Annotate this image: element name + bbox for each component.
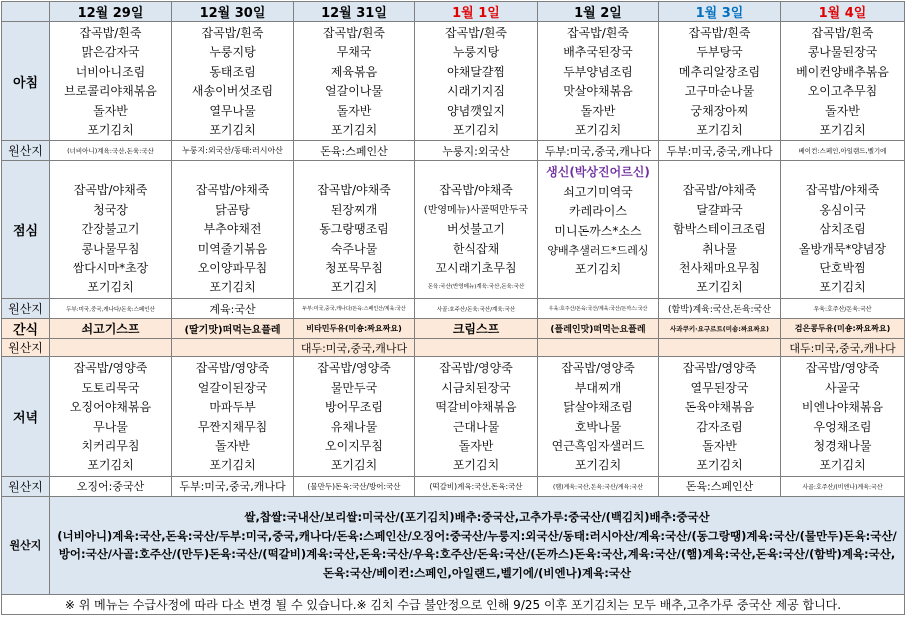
origin-summary-cell — [50, 496, 905, 594]
dinner-label: 저녁 — [2, 357, 50, 476]
menu-item: 우엉채조림 — [813, 419, 872, 434]
menu-item: 포기김치 — [574, 122, 622, 137]
snack-cell: 비타민두유(미숑:짜요짜요) — [294, 319, 415, 339]
breakfast-cell — [415, 22, 538, 141]
menu-item: 포기김치 — [452, 122, 500, 137]
menu-item: 얼갈이된장국 — [197, 380, 268, 395]
origin-cell: 두부:미국,중국,캐나다 — [538, 141, 659, 161]
menu-item: 포기김치 — [330, 122, 378, 137]
menu-item: 오이양파무침 — [197, 260, 268, 275]
menu-item: 잡곡밥/영양죽 — [805, 361, 880, 376]
dinner-cell — [50, 357, 172, 476]
breakfast-cell — [172, 22, 294, 141]
menu-item: 달걀파국 — [696, 202, 743, 217]
breakfast-cell — [659, 22, 781, 141]
origin-cell: (함박)계육:국산,돈육:국산 — [659, 299, 781, 319]
day-header-sunday: 1월 4일 — [781, 2, 905, 22]
day-header: 1월 2일 — [538, 2, 659, 22]
lunch-cell — [294, 161, 415, 299]
menu-item: 무나물 — [93, 419, 128, 434]
menu-item: 포기김치 — [330, 458, 378, 473]
menu-item: 떡갈비야채볶음 — [435, 400, 517, 415]
day-header-holiday: 1월 1일 — [415, 2, 538, 22]
weekly-menu-table — [1, 1, 905, 615]
menu-item: 맑은감자국 — [81, 45, 140, 60]
origin-cell: 베이컨:스페인,아일랜드,벨기에 — [781, 141, 905, 161]
dinner-origin-row — [2, 476, 905, 496]
breakfast-origin-row — [2, 141, 905, 161]
menu-item: 카레라이스 — [569, 204, 627, 219]
origin-label: 원산지 — [2, 141, 50, 161]
menu-item: 잡곡밥/야채죽 — [439, 183, 513, 198]
snack-cell: 검은콩두유(미숑:짜요짜요) — [781, 319, 905, 339]
menu-item: 너비아니조림 — [75, 64, 146, 79]
menu-item: 오징어야채볶음 — [69, 400, 152, 415]
header-row — [2, 2, 905, 22]
lunch-origin-row — [2, 299, 905, 319]
menu-item: 감자조림 — [696, 419, 743, 434]
menu-item: 잡곡밥/영양죽 — [317, 361, 391, 376]
menu-item: 함박스테이크조림 — [673, 222, 766, 237]
day-header: 12월 29일 — [50, 2, 172, 22]
origin-cell — [659, 339, 781, 357]
menu-item: 포기김치 — [819, 122, 866, 137]
menu-item: 동그랑땡조림 — [319, 222, 389, 237]
menu-item: 포기김치 — [87, 122, 134, 137]
menu-item: 잡곡밥/영양죽 — [439, 361, 513, 376]
lunch-cell — [50, 161, 172, 299]
menu-item: 연근흑임자샐러드 — [551, 438, 645, 453]
breakfast-cell — [50, 22, 172, 141]
menu-item: 두부양념조림 — [563, 64, 633, 79]
note-row — [2, 594, 905, 614]
origin-cell: 돈육:스페인산 — [294, 141, 415, 161]
menu-item: 미니돈까스*소스 — [554, 223, 642, 238]
menu-item: 호박나물 — [574, 419, 622, 434]
menu-item: 단호박찜 — [819, 260, 866, 275]
origin-cell: 두부:미국,중국,캐나다 — [659, 141, 781, 161]
menu-item: 도토리묵국 — [81, 380, 140, 395]
menu-item: 두부탕국 — [696, 45, 743, 60]
origin-cell: 우육:호주산/돈육:국산 — [781, 299, 905, 319]
origin-cell: 대두:미국,중국,캐나다 — [781, 339, 905, 357]
menu-item: 양념깻잎지 — [447, 103, 505, 118]
origin-cell: 두부:미국,중국,캐나다/돈육:스페인산/계육:국산 — [294, 299, 415, 319]
menu-item: 포기김치 — [209, 458, 256, 473]
menu-item: 미역줄기볶음 — [197, 241, 268, 256]
origin-label: 원산지 — [2, 476, 50, 496]
menu-item: 돌자반 — [825, 103, 860, 118]
menu-item: 취나물 — [702, 241, 737, 256]
menu-item: 잡곡밥/야채죽 — [805, 183, 880, 198]
menu-item: 포기김치 — [696, 458, 743, 473]
breakfast-cell — [781, 22, 905, 141]
menu-item: 누룽지탕 — [452, 45, 500, 60]
snack-cell: 크림스프 — [415, 319, 538, 339]
menu-item: 포기김치 — [574, 262, 622, 277]
menu-item: 청경채나물 — [813, 438, 872, 453]
menu-item: 배추국된장국 — [563, 45, 633, 60]
menu-item: 열무된장국 — [690, 380, 749, 395]
lunch-label: 점심 — [2, 161, 50, 299]
menu-item: 한식잡채 — [452, 241, 500, 256]
dinner-cell — [294, 357, 415, 476]
origin-cell: 계육:국산 — [172, 299, 294, 319]
menu-item: 잡곡밥/흰죽 — [566, 26, 629, 40]
menu-item: 옹심이국 — [819, 202, 866, 217]
menu-item: 삼치조림 — [819, 222, 866, 237]
origin-cell — [50, 339, 172, 357]
menu-item: 숙주나물 — [330, 241, 378, 256]
snack-label: 간식 — [2, 319, 50, 339]
menu-item: 양배추샐러드*드레싱 — [547, 243, 649, 257]
menu-item: 올방개묵*양념장 — [798, 241, 887, 256]
menu-item: 포기김치 — [87, 280, 134, 295]
menu-item: 잡곡밥/야채죽 — [317, 183, 391, 198]
menu-item: 버섯불고기 — [447, 222, 505, 237]
snack-cell: (딸기맛)떠먹는요플레 — [172, 319, 294, 339]
menu-item: 돈육:국산(반영메뉴)계육:국산,돈육:국산 — [427, 284, 525, 291]
origin-label: 원산지 — [2, 339, 50, 357]
origin-cell — [415, 339, 538, 357]
breakfast-label: 아침 — [2, 22, 50, 141]
origin-cell: 대두:미국,중국,캐나다 — [294, 339, 415, 357]
menu-item: 궁채장아찌 — [690, 103, 749, 118]
menu-item: 포기김치 — [574, 458, 622, 473]
breakfast-row — [2, 22, 905, 141]
menu-item: 잡곡밥/야채죽 — [682, 183, 757, 198]
breakfast-cell — [294, 22, 415, 141]
menu-item: 포기김치 — [819, 458, 866, 473]
menu-item: 쌈다시마*초장 — [72, 260, 149, 275]
origin-cell: 두부:미국,중국,캐나다/돈육:스페인산 — [50, 299, 172, 319]
menu-item: 부대찌개 — [574, 380, 622, 395]
menu-item: 돌자반 — [215, 438, 250, 453]
menu-item: 닭곰탕 — [215, 202, 250, 217]
menu-item: 베이컨양배추볶음 — [796, 64, 889, 79]
menu-item: 부추야채전 — [203, 222, 262, 237]
menu-item: 돌자반 — [702, 438, 737, 453]
menu-item: 쇠고기미역국 — [563, 184, 633, 199]
snack-row — [2, 319, 905, 339]
origin-summary-line: (너비아니)계육:국산,돈육:국산/두부:미국,중국,캐나다/돈육:스페인산/오징어:중국산/누룽지:외국산/동태:러시아산/계육:국산/(동그랑땡)계육:국산/(물만두)돈육:국산/방어:국산/사골:호주산/(만두)돈육:국산/(떡갈비)계육:국산,돈육:국산/우육:호주산/돈육:국산/(돈까스)돈육:국산,계육:국산/(햄)계육:국산,돈육:국산/(함박)계육:국산,돈육:국산/베이컨:스페인,아일랜드,벨기에/(비엔나)계육:국산 — [57, 528, 897, 580]
origin-cell: 두부:미국,중국,캐나다 — [172, 476, 294, 496]
menu-item: 물만두국 — [330, 380, 378, 395]
menu-item: 브로콜리야채볶음 — [64, 84, 157, 99]
menu-item: 돌자반 — [336, 103, 372, 118]
menu-item: 잡곡밥/흰죽 — [444, 26, 507, 40]
origin-cell: 사골:호주산/(비엔나)계육:국산 — [781, 476, 905, 496]
menu-item: 잡곡밥/흰죽 — [688, 26, 751, 40]
origin-cell: 사골:호주산/돈육:국산/계육:국산 — [415, 299, 538, 319]
menu-item: 잡곡밥/야채죽 — [73, 183, 148, 198]
footer-note: ※ 위 메뉴는 수급사정에 따라 다소 변경 될 수 있습니다.※ 김치 수급 불안정으로 인해 9/25 이후 포기김치는 모두 배추,고추가루 중국산 제공 합니다. — [2, 594, 905, 614]
origin-label: 원산지 — [2, 299, 50, 319]
menu-item: 동태조림 — [209, 64, 256, 79]
menu-item: 콩나물무침 — [81, 241, 140, 256]
menu-item: 오이고추무침 — [807, 84, 878, 99]
breakfast-cell — [538, 22, 659, 141]
menu-item: 누룽지탕 — [209, 45, 256, 60]
origin-cell: 누룽지:외국산 — [415, 141, 538, 161]
menu-item: 콩나물된장국 — [807, 45, 878, 60]
origin-cell — [538, 339, 659, 357]
menu-item: 포기김치 — [209, 280, 256, 295]
menu-item: 얼갈이나물 — [325, 84, 383, 99]
origin-summary-row — [2, 496, 905, 594]
menu-item: 야채달걀찜 — [447, 64, 505, 79]
lunch-row — [2, 161, 905, 299]
dinner-cell — [538, 357, 659, 476]
menu-item: 잡곡밥/영양죽 — [73, 361, 148, 376]
origin-summary-line: 쌀,찹쌀:국내산/보리쌀:미국산/(포기김치)배추:중국산,고추가루:중국산/(백김치)배추:중국산 — [244, 510, 710, 525]
origin-cell: 돈육:스페인산 — [659, 476, 781, 496]
birthday-special-label: 생신(박상진어르신) — [546, 165, 650, 180]
menu-item: 마파두부 — [209, 400, 256, 415]
menu-item: 오이지무침 — [325, 438, 383, 453]
menu-item: 포기김치 — [696, 122, 743, 137]
menu-item: 청포묵무침 — [325, 260, 383, 275]
corner-cell — [2, 2, 50, 22]
menu-item: 잡곡밥/흰죽 — [811, 26, 874, 40]
menu-item: 시금치된장국 — [441, 380, 511, 395]
menu-item: 사골국 — [825, 380, 860, 395]
menu-item: 잡곡밥/영양죽 — [561, 361, 635, 376]
origin-cell: 우육:호주산/돈육:국산/계육:국산/돈까스:국산 — [538, 299, 659, 319]
dinner-cell — [415, 357, 538, 476]
dinner-cell — [172, 357, 294, 476]
origin-cell: 오징어:중국산 — [50, 476, 172, 496]
menu-item: 꼬시래기초무침 — [435, 260, 517, 275]
snack-cell: 쇠고기스프 — [50, 319, 172, 339]
lunch-cell — [538, 161, 659, 299]
day-header: 12월 31일 — [294, 2, 415, 22]
menu-item: 잡곡밥/흰죽 — [201, 26, 264, 40]
menu-item: 간장불고기 — [81, 222, 140, 237]
day-header: 12월 30일 — [172, 2, 294, 22]
menu-item: 천사채마요무침 — [678, 260, 761, 275]
snack-origin-row — [2, 339, 905, 357]
origin-cell: (떡갈비)계육:국산,돈육:국산 — [415, 476, 538, 496]
menu-item: 돌자반 — [458, 438, 494, 453]
origin-cell: (햄)계육:국산,돈육:국산/계육:국산 — [538, 476, 659, 496]
menu-item: 포기김치 — [87, 458, 134, 473]
menu-item: 포기김치 — [330, 280, 378, 295]
origin-cell: (물만두)돈육:국산/방어:국산 — [294, 476, 415, 496]
origin-cell: 누룽지:외국산/동태:러시아산 — [172, 141, 294, 161]
lunch-cell — [415, 161, 538, 299]
menu-item: 청국장 — [93, 202, 128, 217]
menu-item: 방어무조림 — [325, 400, 383, 415]
origin-cell: (너비아니)계육:국산,돈육:국산 — [50, 141, 172, 161]
lunch-cell — [172, 161, 294, 299]
snack-cell: 사과쿠키·요구르트(미숑:짜요짜요) — [659, 319, 781, 339]
menu-item: 돈육야채볶음 — [684, 400, 755, 415]
menu-item: 유채나물 — [330, 419, 378, 434]
snack-cell: (플레인맛)떠먹는요플레 — [538, 319, 659, 339]
menu-item: 비엔나야채볶음 — [801, 400, 884, 415]
menu-item: 포기김치 — [452, 458, 500, 473]
menu-item: 잡곡밥/야채죽 — [195, 183, 270, 198]
lunch-cell — [781, 161, 905, 299]
day-header-saturday: 1월 3일 — [659, 2, 781, 22]
origin-cell — [172, 339, 294, 357]
menu-item: 포기김치 — [696, 280, 743, 295]
menu-item: 잡곡밥/흰죽 — [79, 26, 142, 40]
menu-item: 제육볶음 — [330, 64, 378, 79]
menu-item: 치커리무침 — [81, 438, 140, 453]
dinner-cell — [659, 357, 781, 476]
menu-item: 잡곡밥/흰죽 — [322, 26, 385, 40]
menu-item: 잡곡밥/영양죽 — [682, 361, 757, 376]
lunch-cell — [659, 161, 781, 299]
menu-item: 열무나물 — [209, 103, 256, 118]
menu-item: 돌자반 — [93, 103, 128, 118]
menu-item: 포기김치 — [209, 122, 256, 137]
menu-item: (반영메뉴)사골떡만두국 — [423, 204, 529, 216]
origin-summary-label: 원산지 — [2, 496, 50, 594]
menu-item: 메추리알장조림 — [678, 64, 761, 79]
menu-item: 포기김치 — [819, 280, 866, 295]
menu-item: 고구마순나물 — [684, 84, 755, 99]
menu-item: 돌자반 — [580, 103, 616, 118]
menu-item: 새송이버섯조림 — [191, 84, 274, 99]
menu-item: 맛살야채볶음 — [563, 84, 633, 99]
menu-item: 무채국 — [336, 45, 372, 60]
menu-item: 무짠지채무침 — [197, 419, 268, 434]
menu-item: 근대나물 — [452, 419, 500, 434]
menu-item: 닭살야채조림 — [563, 400, 633, 415]
dinner-cell — [781, 357, 905, 476]
dinner-row — [2, 357, 905, 476]
menu-item: 된장찌개 — [330, 202, 378, 217]
menu-item: 시래기지짐 — [447, 84, 505, 99]
menu-item: 잡곡밥/영양죽 — [195, 361, 270, 376]
